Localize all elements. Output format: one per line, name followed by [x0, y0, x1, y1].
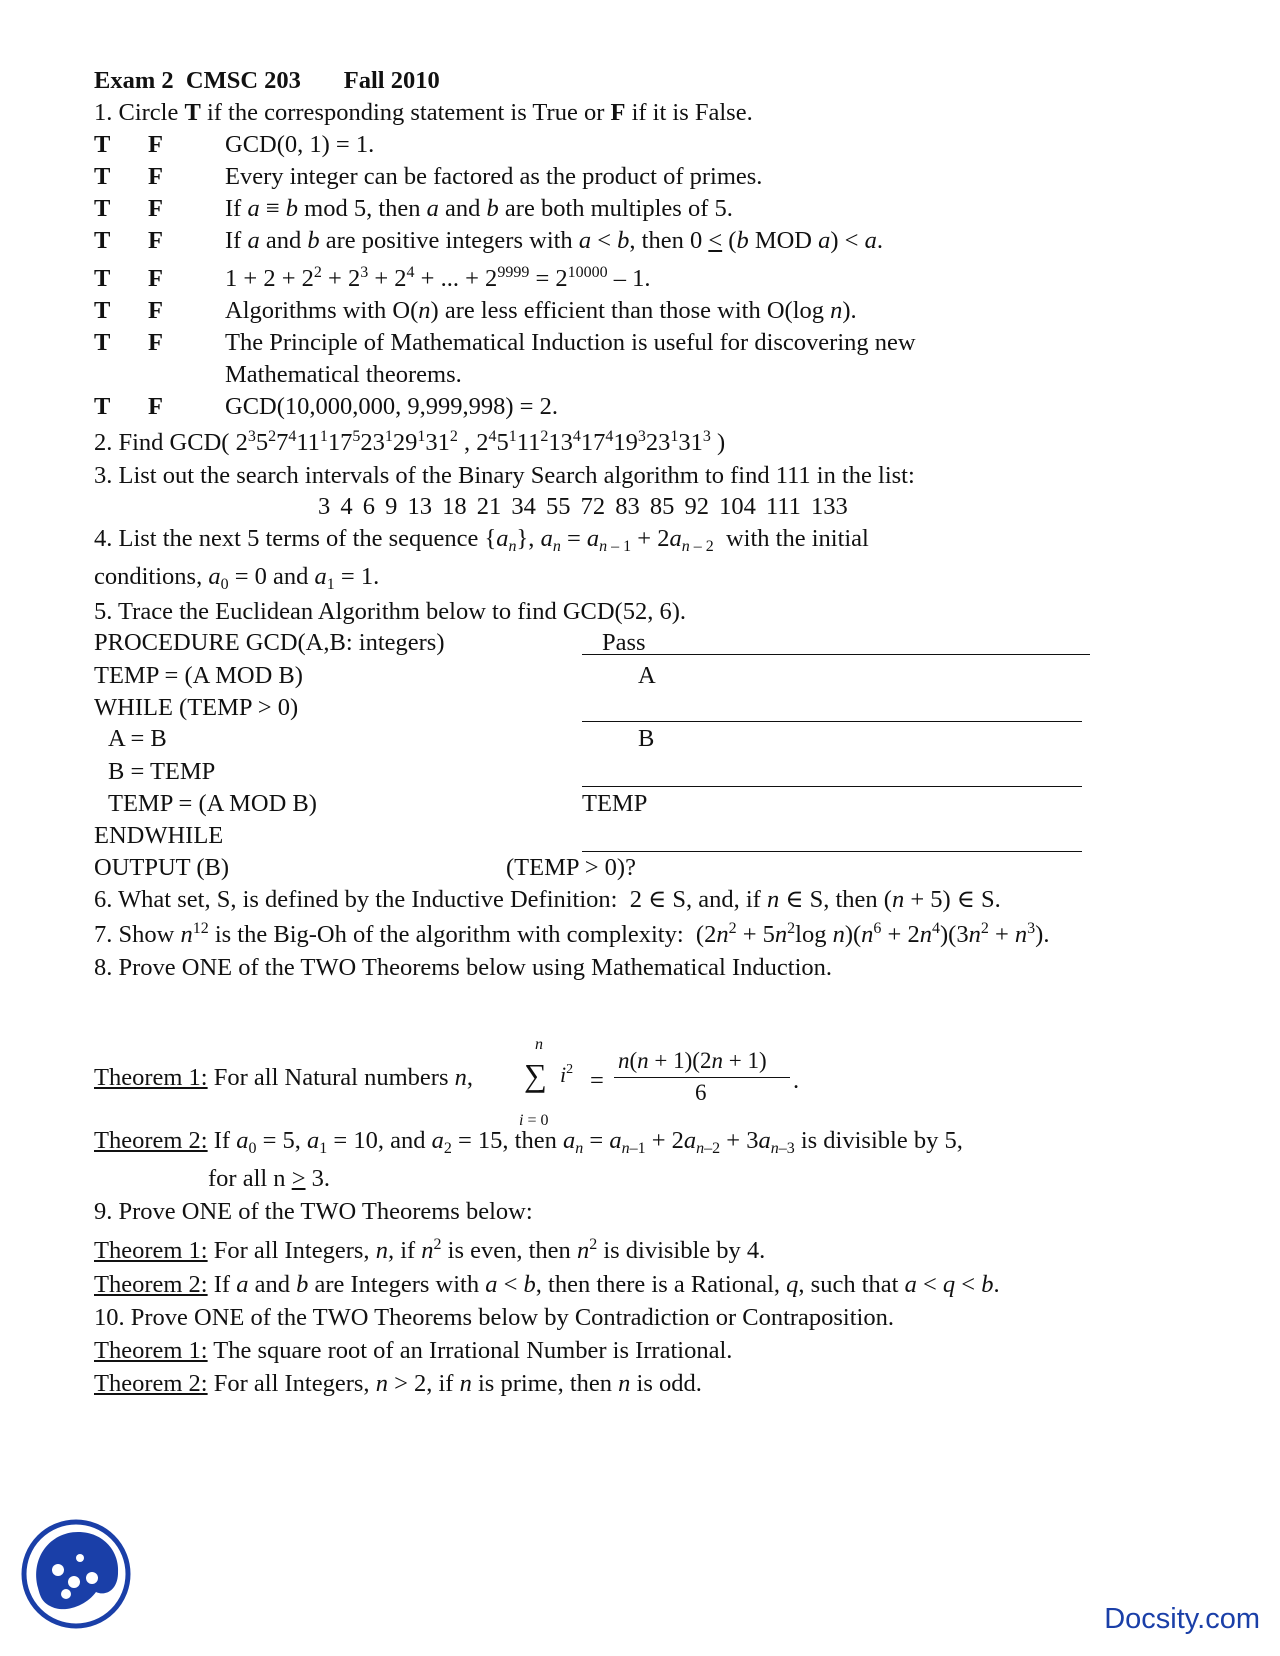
code-line-6: TEMP = (A MOD B) — [108, 790, 317, 817]
exam-term: Fall 2010 — [343, 67, 440, 94]
false-option[interactable]: F — [148, 227, 163, 254]
statement-4: If a and b are positive integers with a < b, then 0 < (b MOD a) < a. — [225, 227, 883, 254]
q5-title: 5. Trace the Euclidean Algorithm below to find GCD(52, 6). — [94, 598, 686, 625]
table-temp-label: TEMP — [582, 790, 648, 817]
q8-theorem-2-cont: for all n > 3. — [208, 1165, 331, 1192]
docsity-watermark[interactable]: Docsity.com — [1104, 1603, 1260, 1635]
q1-intro: 1. Circle T if the corresponding statement is True or F if it is False. — [94, 99, 753, 126]
false-option[interactable]: F — [148, 195, 163, 222]
table-line-2[interactable] — [582, 721, 1082, 722]
true-option[interactable]: T — [94, 329, 111, 356]
true-option[interactable]: T — [94, 163, 111, 190]
code-line-7: ENDWHILE — [94, 822, 224, 849]
q2-text: 2. Find GCD( $2^35^27^411^117^523^129^131^2$ , $2^45^111^213^417^419^323^131^3$ ) — [94, 428, 726, 456]
table-line-3[interactable] — [582, 786, 1082, 787]
statement-6: Algorithms with O(n) are less efficient than those with O(log n). — [225, 297, 857, 324]
fraction-bar — [614, 1077, 790, 1078]
sum-lower-limit: i = 0 — [519, 1112, 549, 1129]
code-line-3: WHILE (TEMP > 0) — [94, 694, 299, 721]
q7-text: 7. Show $n^{12}$ is the Big-Oh of the algorithm with complexity: ($2n^2 + 5n^2\log$ $n)(n^6 + 2n^4)(3n^2 + n^3)$. — [94, 920, 1050, 948]
false-option[interactable]: F — [148, 393, 163, 420]
table-cond-label: (TEMP > 0)? — [506, 854, 636, 881]
period: . — [793, 1067, 800, 1094]
code-line-4: A = B — [108, 725, 167, 752]
statement-1: GCD(0, 1) = 1. — [225, 131, 375, 158]
q10-theorem-2: Theorem 2: For all Integers, n > 2, if n is prime, then n is odd. — [94, 1370, 702, 1397]
statement-7b: Mathematical theorems. — [225, 361, 462, 388]
q9-text: 9. Prove ONE of the TWO Theorems below: — [94, 1198, 533, 1225]
statement-5: $1 + 2 + 2^2 + 2^3 + 2^4$ + ... + $2^{9999} = 2^{10000} - 1$. — [225, 264, 651, 292]
true-option[interactable]: T — [94, 393, 111, 420]
code-line-5: B = TEMP — [108, 758, 216, 785]
false-option[interactable]: F — [148, 297, 163, 324]
q4-conditions: conditions, $a_0 = 0$ and $a_1 = 1$. — [94, 563, 380, 593]
statement-7a: The Principle of Mathematical Induction is useful for discovering new — [225, 329, 916, 356]
q6-text: 6. What set, S, is defined by the Inductive Definition: 2 ∈ S, and, if n ∈ S, then (n + 5) ∈ S. — [94, 886, 1001, 913]
course-code: CMSC 203 — [185, 67, 301, 94]
false-option[interactable]: F — [148, 265, 163, 292]
exam-number: Exam 2 — [94, 67, 174, 94]
true-option[interactable]: T — [94, 227, 111, 254]
sum-term: $i^2$ — [560, 1062, 574, 1087]
q4-text: 4. List the next 5 terms of the sequence $\{a_n\}$, $a_n = a_{n - 1} + 2a_{n - 2}$ with the initial — [94, 525, 869, 555]
q3-list: 3 4 6 9 13 18 21 34 55 72 83 85 92 104 111 133 — [318, 493, 848, 520]
false-option[interactable]: F — [148, 329, 163, 356]
false-option[interactable]: F — [148, 163, 163, 190]
exam-header — [94, 66, 440, 96]
statement-2: Every integer can be factored as the product of primes. — [225, 163, 763, 190]
table-b-label: B — [638, 725, 655, 752]
table-pass-label: Pass — [602, 629, 646, 656]
true-option[interactable]: T — [94, 131, 111, 158]
code-line-2: TEMP = (A MOD B) — [94, 662, 303, 689]
true-option[interactable]: T — [94, 297, 111, 324]
q10-theorem-1: Theorem 1: The square root of an Irrational Number is Irrational. — [94, 1337, 733, 1364]
q8-theorem-2: Theorem 2: If $a_0 = 5$, $a_1 = 10$, and $a_2 = 15$, then $a_n = a_{n-1} + 2a_{n-2} + 3a_{n-3}$ is divisible by 5, — [94, 1127, 963, 1157]
true-option[interactable]: T — [94, 195, 111, 222]
false-option[interactable]: F — [148, 131, 163, 158]
q9-theorem-2: Theorem 2: If a and b are Integers with a < b, then there is a Rational, q, such that a < q < b. — [94, 1271, 1000, 1298]
table-line-4[interactable] — [582, 851, 1082, 852]
true-option[interactable]: T — [94, 265, 111, 292]
code-line-8: OUTPUT (B) — [94, 854, 229, 881]
q8-text: 8. Prove ONE of the TWO Theorems below using Mathematical Induction. — [94, 954, 833, 981]
code-line-1: PROCEDURE GCD(A,B: integers) — [94, 629, 445, 656]
docsity-logo-icon — [20, 1518, 132, 1630]
q9-theorem-1: Theorem 1: For all Integers, n, if $n^2$ is even, then $n^2$ is divisible by 4. — [94, 1236, 766, 1264]
statement-3: If a ≡ b mod 5, then a and b are both multiples of 5. — [225, 195, 733, 222]
table-a-label: A — [638, 662, 656, 689]
sum-upper-limit: n — [535, 1036, 543, 1053]
table-line-1[interactable] — [582, 654, 1090, 655]
equals-sign: = — [590, 1067, 604, 1094]
q8-theorem-1: Theorem 1: For all Natural numbers n, — [94, 1064, 473, 1091]
fraction-denominator: 6 — [695, 1080, 707, 1105]
q10-text: 10. Prove ONE of the TWO Theorems below by Contradiction or Contraposition. — [94, 1304, 894, 1331]
statement-8: GCD(10,000,000, 9,999,998) = 2. — [225, 393, 558, 420]
q3-text: 3. List out the search intervals of the Binary Search algorithm to find 111 in the list: — [94, 462, 915, 489]
sigma-symbol: ∑ — [524, 1057, 547, 1093]
fraction-numerator: n(n + 1)(2n + 1) — [618, 1048, 767, 1073]
